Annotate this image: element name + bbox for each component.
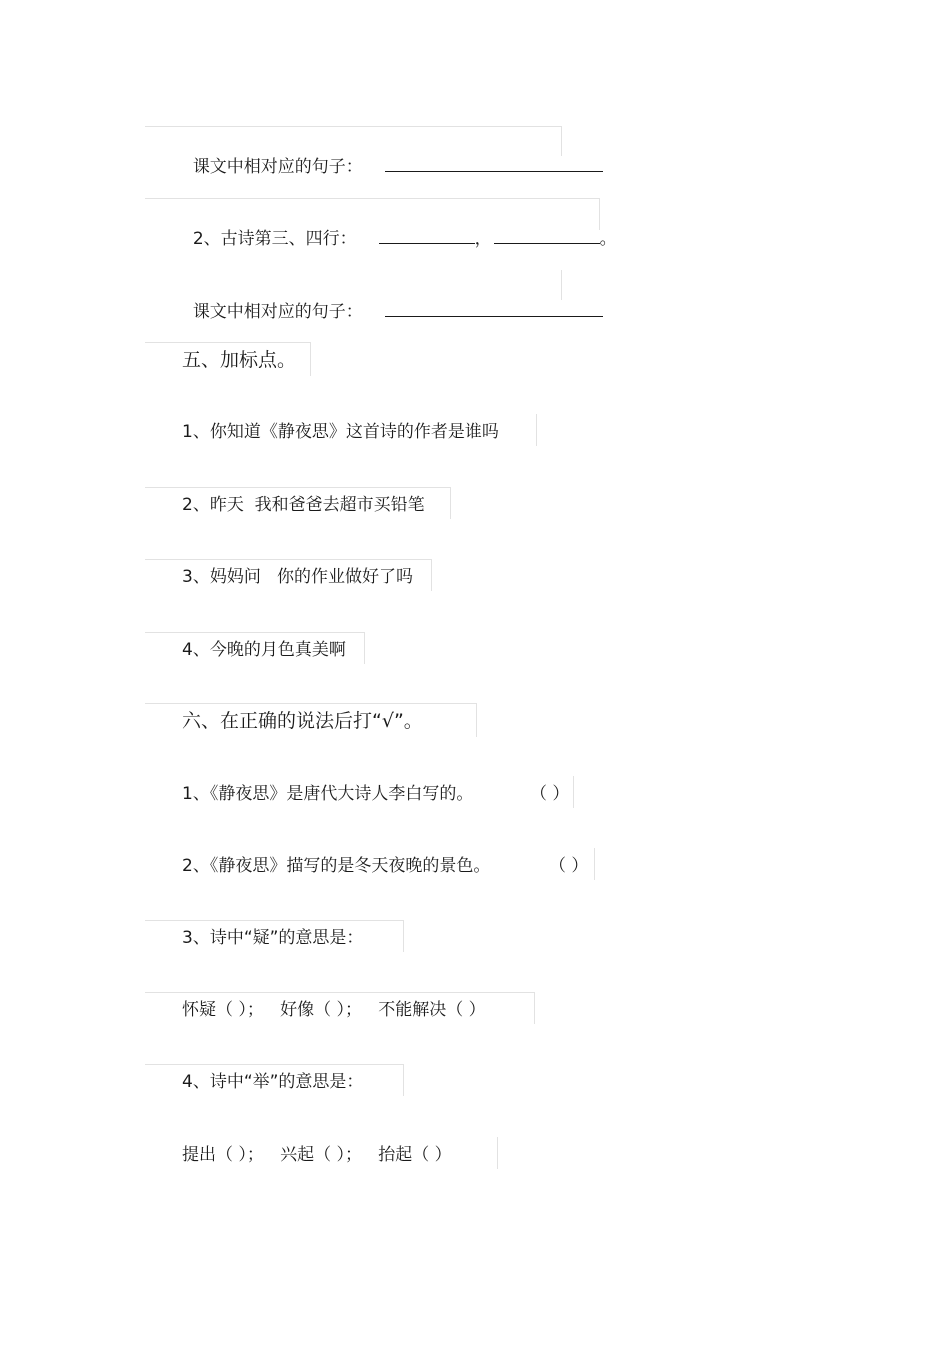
answer-paren[interactable]: （ ） — [530, 784, 570, 804]
question-item: 1、《静夜思》是唐代大诗人李白写的。 — [182, 784, 474, 804]
frame-line — [145, 487, 450, 488]
frame-line — [364, 632, 365, 664]
frame-line — [573, 776, 574, 808]
frame-line — [594, 848, 595, 880]
choice-options[interactable]: 怀疑（ ）； 好像（ ）； 不能解决（ ） — [182, 1000, 486, 1020]
question-item: 4、诗中“举”的意思是： — [182, 1072, 364, 1092]
section-title: 五、加标点。 — [182, 349, 297, 371]
answer-row — [182, 131, 603, 179]
frame-line — [145, 703, 476, 704]
question-item: 1、你知道《静夜思》这首诗的作者是谁吗 — [182, 422, 499, 442]
frame-line — [403, 1064, 404, 1096]
answer-paren[interactable]: （ ） — [549, 856, 589, 876]
frame-line — [310, 342, 311, 376]
comma-mark: ， — [474, 229, 492, 249]
choice-options[interactable]: 提出（ ）； 兴起（ ）； 抬起（ ） — [182, 1145, 452, 1165]
answer-blank[interactable] — [385, 300, 603, 317]
question-item: 2、昨天 我和爸爸去超市买铅笔 — [182, 495, 425, 515]
answer-label: 2、古诗第三、四行： — [192, 229, 357, 249]
frame-line — [145, 920, 403, 921]
period-mark: 。 — [599, 229, 617, 249]
frame-line — [145, 126, 562, 127]
frame-line — [497, 1137, 498, 1169]
frame-line — [145, 632, 364, 633]
question-item: 3、诗中“疑”的意思是： — [182, 928, 364, 948]
question-item: 2、《静夜思》描写的是冬天夜晚的景色。 — [182, 856, 491, 876]
frame-line — [450, 487, 451, 519]
question-item: 4、今晚的月色真美啊 — [182, 640, 346, 660]
frame-line — [145, 198, 600, 199]
frame-line — [476, 703, 477, 737]
answer-label: 课文中相对应的句子： — [192, 302, 363, 322]
answer-row — [182, 203, 617, 251]
frame-line — [145, 1064, 403, 1065]
answer-blank[interactable] — [385, 155, 603, 172]
question-item: 3、妈妈问 你的作业做好了吗 — [182, 567, 414, 587]
frame-line — [431, 559, 432, 591]
frame-line — [534, 992, 535, 1024]
answer-row — [182, 276, 603, 324]
frame-line — [145, 342, 310, 343]
answer-blank[interactable] — [379, 227, 475, 244]
section-title: 六、在正确的说法后打“√”。 — [182, 710, 423, 732]
answer-blank[interactable] — [494, 227, 600, 244]
answer-label: 课文中相对应的句子： — [192, 157, 363, 177]
frame-line — [145, 992, 534, 993]
frame-line — [403, 920, 404, 952]
frame-line — [145, 559, 431, 560]
frame-line — [536, 414, 537, 446]
